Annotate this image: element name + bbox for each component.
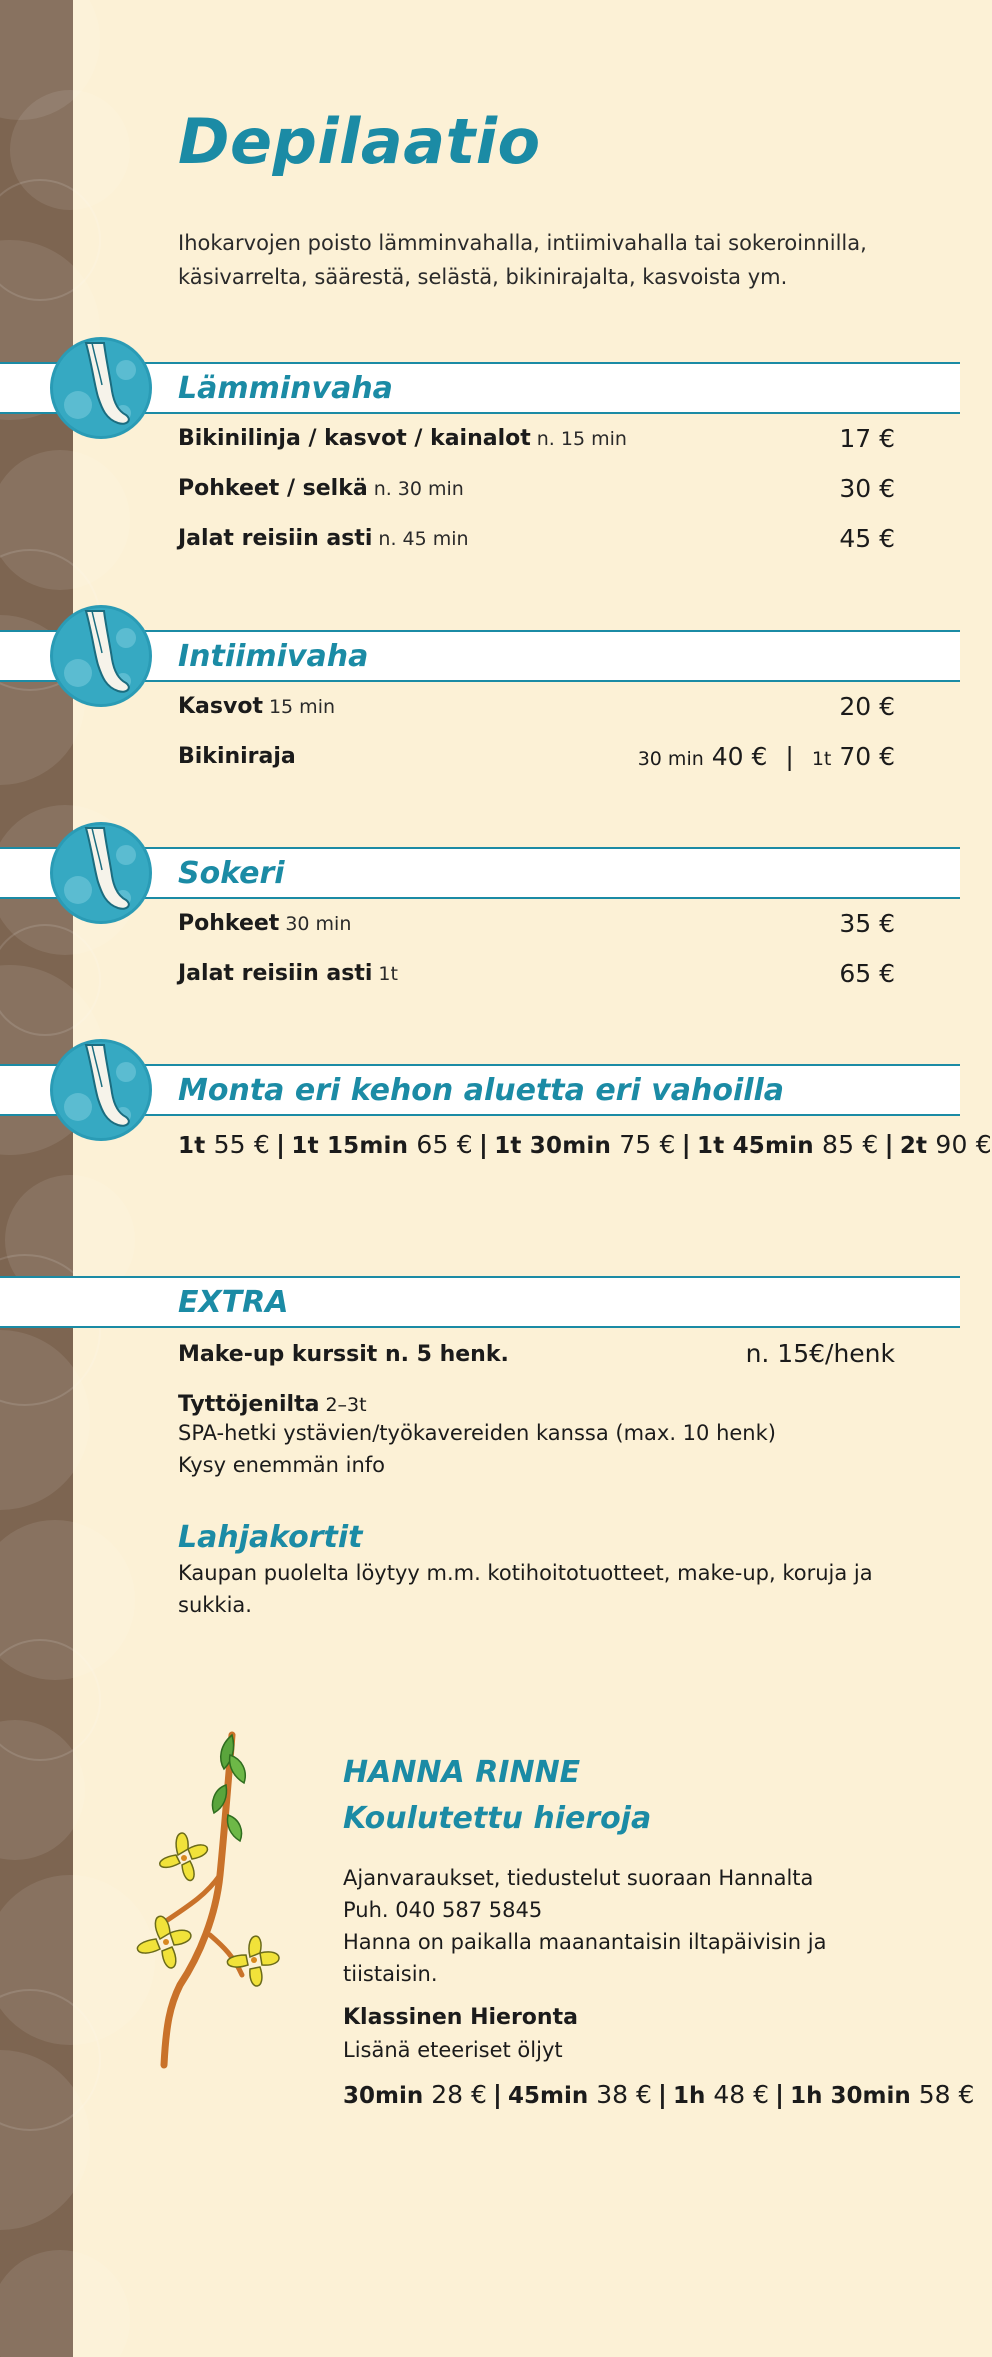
leg-wax-icon <box>48 335 154 441</box>
separator: | <box>276 1130 286 1159</box>
service-name: Bikinilinja / kasvot / kainalot <box>178 426 531 451</box>
service-price: 45 € <box>839 524 895 553</box>
masseur-role: Koulutettu hieroja <box>343 1801 652 1836</box>
section-title: Lämminvaha <box>178 371 393 406</box>
massage-price: 58 € <box>918 2080 975 2109</box>
booking-info: Ajanvaraukset, tiedustelut suoraan Hannalta <box>343 1866 814 1890</box>
massage-time: 1h 30min <box>790 2083 911 2109</box>
combo-time: 1t 45min <box>697 1133 814 1159</box>
service-name: Jalat reisiin asti <box>178 961 373 986</box>
service-price: 35 € <box>839 909 895 938</box>
service-row <box>178 1339 895 1368</box>
service-row <box>178 470 895 510</box>
separator: | <box>884 1130 894 1159</box>
gift-card-text: Kaupan puolelta löytyy m.m. kotihoitotuotteet, make-up, koruja ja sukkia. <box>178 1561 873 1617</box>
service-row <box>178 520 895 560</box>
massage-note: Lisänä eteeriset öljyt <box>343 2038 563 2062</box>
separator: | <box>492 2080 502 2109</box>
service-price: 17 € <box>839 424 895 453</box>
massage-price: 28 € <box>431 2080 487 2109</box>
massage-time: 1h <box>673 2083 706 2109</box>
service-description: SPA-hetki ystävien/työkavereiden kanssa (max. 10 henk) <box>178 1421 776 1445</box>
combo-price: 55 € <box>213 1130 271 1159</box>
separator: | <box>478 1130 489 1159</box>
forsythia-flower-icon <box>120 1725 320 2070</box>
service-name: Make-up kurssit n. 5 henk. <box>178 1342 509 1367</box>
service-name: Tyttöjenilta <box>178 1392 320 1417</box>
combo-price: 85 € <box>822 1130 879 1159</box>
separator: | <box>785 742 794 771</box>
service-duration: 15 min <box>268 696 336 718</box>
combo-time: 1t <box>178 1133 206 1159</box>
service-duration: n. 15 min <box>536 428 627 450</box>
section-title: EXTRA <box>178 1285 289 1320</box>
masseur-name: HANNA RINNE <box>343 1755 581 1790</box>
tyttojenilta-block <box>178 1392 898 1481</box>
service-row <box>178 955 895 995</box>
service-name: Bikiniraja <box>178 744 296 769</box>
service-duration: n. 30 min <box>373 478 464 500</box>
massage-time: 45min <box>508 2083 589 2109</box>
gift-card-title: Lahjakortit <box>178 1520 363 1555</box>
intro-text: Ihokarvojen poisto lämminvahalla, intiimivahalla tai sokeroinnilla, käsivarrelta, säärestä, selästä, bikinirajalta, kasvoista ym. <box>178 231 867 289</box>
service-row <box>178 738 895 778</box>
service-duration: 2–3t <box>325 1394 367 1416</box>
massage-title: Klassinen Hieronta <box>343 2005 578 2030</box>
service-duration: 1t <box>378 963 398 985</box>
service-row <box>178 420 895 460</box>
combo-time: 2t <box>899 1133 928 1159</box>
service-duration: n. 45 min <box>378 528 469 550</box>
service-price: 20 € <box>839 692 895 721</box>
massage-time: 30min <box>343 2083 424 2109</box>
phone-number: Puh. 040 587 5845 <box>343 1898 543 1922</box>
service-name: Pohkeet / selkä <box>178 476 368 501</box>
combo-price: 65 € <box>416 1130 473 1159</box>
service-duration: 30 min <box>637 748 704 770</box>
service-price: 30 € <box>839 474 895 503</box>
section-band-extra <box>0 1276 960 1328</box>
service-duration: 30 min <box>285 913 352 935</box>
separator: | <box>681 1130 691 1159</box>
massage-prices <box>343 2080 975 2109</box>
service-duration: 1t <box>811 748 832 770</box>
service-name: Jalat reisiin asti <box>178 526 373 551</box>
combo-price: 75 € <box>619 1130 676 1159</box>
combo-price: 90 € <box>935 1130 992 1159</box>
service-price: 40 € <box>711 742 768 771</box>
service-row <box>178 905 895 945</box>
service-price: 70 € <box>839 742 895 771</box>
service-name: Kasvot <box>178 694 263 719</box>
separator: | <box>657 2080 667 2109</box>
masseur-info <box>343 1750 975 2109</box>
service-price: n. 15€/henk <box>745 1339 895 1368</box>
service-name: Pohkeet <box>178 911 280 936</box>
service-row <box>178 688 895 728</box>
combo-price-list <box>178 1130 992 1159</box>
massage-price: 48 € <box>713 2080 770 2109</box>
separator: | <box>775 2080 785 2109</box>
service-note: Kysy enemmän info <box>178 1453 386 1477</box>
combo-time: 1t 15min <box>291 1133 409 1159</box>
service-price: 65 € <box>839 959 895 988</box>
massage-price: 38 € <box>596 2080 652 2109</box>
page-title: Depilaatio <box>178 105 541 178</box>
leg-wax-icon <box>48 603 154 709</box>
combo-time: 1t 30min <box>494 1133 612 1159</box>
section-title: Monta eri kehon aluetta eri vahoilla <box>178 1073 785 1108</box>
service-price-options <box>638 742 895 771</box>
leg-wax-icon <box>48 820 154 926</box>
availability-info: Hanna on paikalla maanantaisin iltapäivisin ja tiistaisin. <box>343 1930 827 1986</box>
section-title: Sokeri <box>178 856 285 891</box>
section-title: Intiimivaha <box>178 639 369 674</box>
leg-wax-icon <box>48 1037 154 1143</box>
